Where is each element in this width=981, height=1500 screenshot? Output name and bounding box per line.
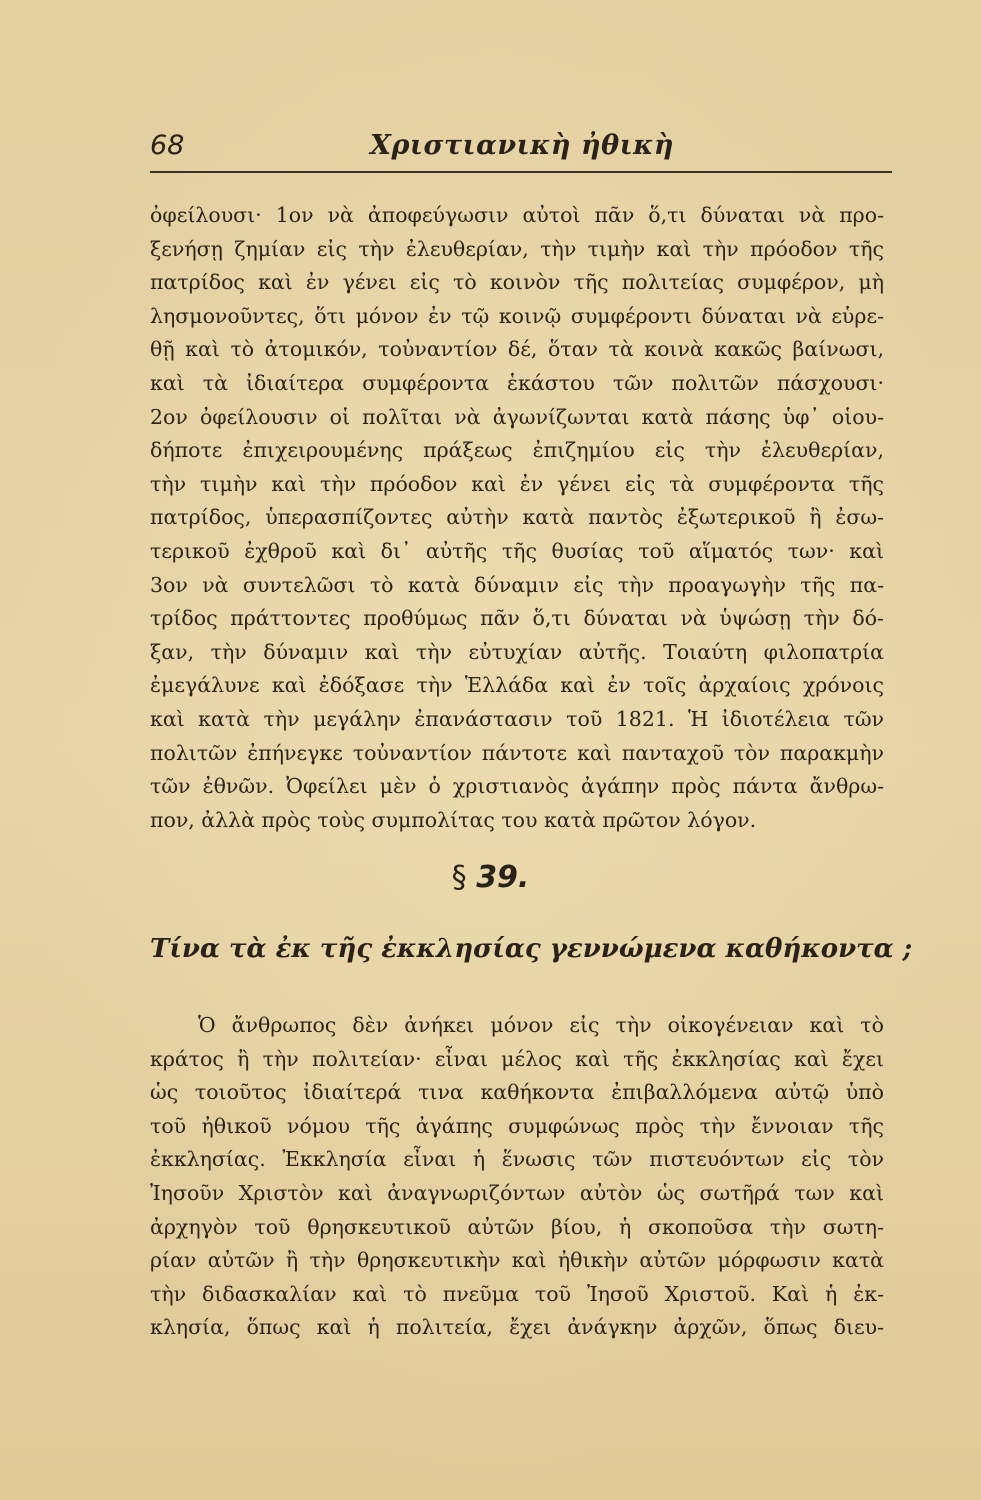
text-line: 3ον νὰ συντελῶσι τὸ κατὰ δύναμιν εἰς τὴν προαγωγὴν τῆς πα- — [150, 572, 884, 597]
paragraph-1 — [150, 199, 884, 837]
text-line: κλησία, ὅπως καὶ ἡ πολιτεία, ἔχει ἀνάγκην ἀρχῶν, ὅπως διευ- — [150, 1315, 884, 1340]
section-symbol: § — [451, 860, 467, 895]
text-line: καὶ κατὰ τὴν μεγάλην ἐπανάστασιν τοῦ 1821. Ἡ ἰδιοτέλεια τῶν — [150, 706, 884, 731]
page-number: 68 — [150, 130, 185, 161]
text-line: θῇ καὶ τὸ ἀτομικόν, τοὐναντίον δέ, ὅταν τὰ κοινὰ κακῶς βαίνωσι, — [150, 337, 884, 362]
text-line: ὀφείλουσι· 1ον νὰ ἀποφεύγωσιν αὐτοὶ πᾶν ὅ,τι δύναται νὰ προ- — [150, 203, 884, 227]
text-line: ἐμεγάλυνε καὶ ἐδόξασε τὴν Ἑλλάδα καὶ ἐν τοῖς ἀρχαίοις χρόνοις — [150, 673, 884, 698]
text-line: δήποτε ἐπιχειρουμένης πράξεως ἐπιζημίου εἰς τὴν ἐλευθερίαν, — [150, 438, 884, 463]
text-line: ὡς τοιοῦτος ἰδιαίτερά τινα καθήκοντα ἐπιβαλλόμενα αὐτῷ ὑπὸ — [150, 1080, 884, 1105]
text-line: τερικοῦ ἐχθροῦ καὶ δι᾽ αὐτῆς τῆς θυσίας τοῦ αἵματός των· καὶ — [150, 538, 884, 563]
text-line: ξενήσῃ ζημίαν εἰς τὴν ἐλευθερίαν, τὴν τιμὴν καὶ τὴν πρόοδον τῆς — [150, 236, 884, 261]
text-line: πατρίδος, ὑπερασπίζοντες αὐτὴν κατὰ παντὸς ἐξωτερικοῦ ἢ ἐσω- — [150, 505, 884, 530]
text-line: πατρίδος καὶ ἐν γένει εἰς τὸ κοινὸν τῆς πολιτείας συμφέρον, μὴ — [150, 270, 884, 295]
text-line: 2ον ὀφείλουσιν οἱ πολῖται νὰ ἀγωνίζωνται κατὰ πάσης ὑφ᾽ οἱου- — [150, 404, 884, 429]
text-line: λησμονοῦντες, ὅτι μόνον ἐν τῷ κοινῷ συμφέροντι δύναται νὰ εὑρε- — [150, 303, 884, 328]
text-line: Ἰησοῦν Χριστὸν καὶ ἀναγνωριζόντων αὐτὸν ὡς σωτῆρά των καὶ — [150, 1180, 884, 1205]
text-line: πολιτῶν ἐπήνεγκε τοὐναντίον πάντοτε καὶ πανταχοῦ τὸν παρακμὴν — [150, 740, 884, 765]
text-line: ξαν, τὴν δύναμιν καὶ τὴν εὐτυχίαν αὐτῆς. Τοιαύτη φιλοπατρία — [150, 639, 884, 664]
text-line: καὶ τὰ ἰδιαίτερα συμφέροντα ἑκάστου τῶν πολιτῶν πάσχουσι· — [150, 370, 884, 395]
text-line: τὴν διδασκαλίαν καὶ τὸ πνεῦμα τοῦ Ἰησοῦ Χριστοῦ. Καὶ ἡ ἐκ- — [150, 1281, 884, 1306]
text-line: τοῦ ἠθικοῦ νόμου τῆς ἀγάπης συμφώνως πρὸς τὴν ἔννοιαν τῆς — [150, 1113, 884, 1138]
section-number-value: 39. — [476, 860, 530, 895]
text-line: κράτος ἢ τὴν πολιτείαν· εἶναι μέλος καὶ τῆς ἐκκλησίας καὶ ἔχει — [150, 1046, 884, 1071]
text-line: ἀρχηγὸν τοῦ θρησκευτικοῦ αὐτῶν βίου, ἡ σκοποῦσα τὴν σωτη- — [150, 1214, 884, 1239]
header-rule — [150, 171, 892, 173]
text-line: τρίδος πράττοντες προθύμως πᾶν ὅ,τι δύναται νὰ ὑψώσῃ τὴν δό- — [150, 606, 884, 631]
paragraph-2 — [150, 1009, 884, 1345]
section-number — [0, 860, 981, 895]
text-line: ἐκκλησίας. Ἐκκλησία εἶναι ἡ ἕνωσις τῶν πιστευόντων εἰς τὸν — [150, 1147, 884, 1172]
running-title: Χριστιανικὴ ἠθικὴ — [370, 130, 675, 161]
text-line: τῶν ἐθνῶν. Ὀφείλει μὲν ὁ χριστιανὸς ἀγάπην πρὸς πάντα ἄνθρω- — [150, 774, 884, 799]
text-line: πον, ἀλλὰ πρὸς τοὺς συμπολίτας του κατὰ πρῶτον λόγον. — [150, 807, 757, 832]
text-line: τὴν τιμὴν καὶ τὴν πρόοδον καὶ ἐν γένει εἰς τὰ συμφέροντα τῆς — [150, 471, 884, 496]
section-heading: Τίνα τὰ ἐκ τῆς ἐκκλησίας γεννώμενα καθήκοντα ; — [150, 934, 913, 964]
text-line: Ὁ ἄνθρωπος δὲν ἀνήκει μόνον εἰς τὴν οἰκογένειαν καὶ τὸ — [198, 1013, 884, 1037]
text-line: ρίαν αὐτῶν ἢ τὴν θρησκευτικὴν καὶ ἠθικὴν αὐτῶν μόρφωσιν κατὰ — [150, 1248, 884, 1273]
page-header — [150, 126, 892, 166]
